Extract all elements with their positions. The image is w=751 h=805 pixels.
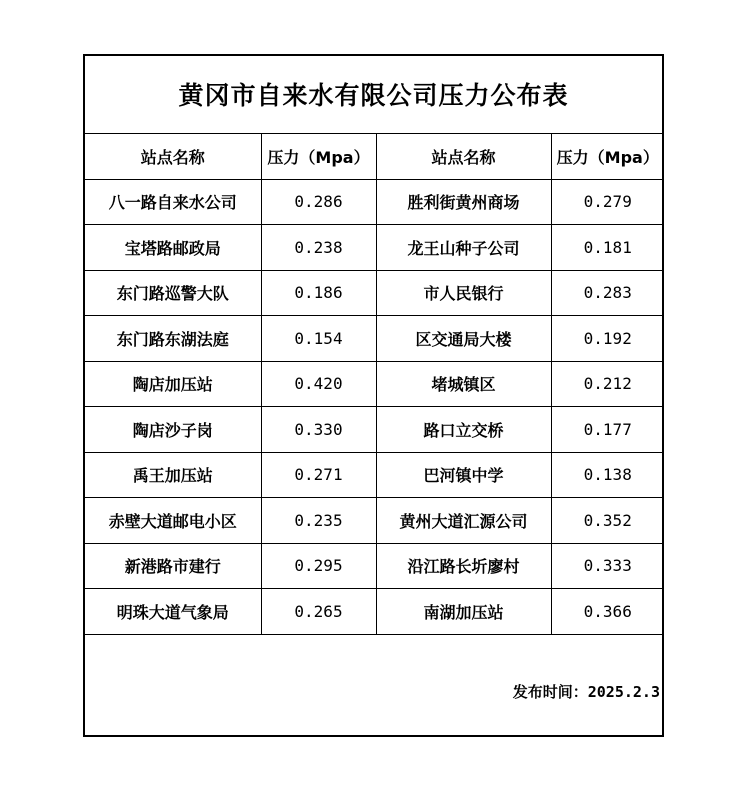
publish-label: 发布时间： xyxy=(512,683,588,701)
header-pressure-left: 压力（Mpa） xyxy=(261,134,376,180)
table-row xyxy=(85,270,664,316)
right-pressure-cell: 0.352 xyxy=(551,498,664,544)
table-row xyxy=(85,589,664,635)
right-pressure-cell: 0.138 xyxy=(551,452,664,498)
publish-date: 2025.2.3 xyxy=(587,683,660,701)
left-station-cell: 新港路市建行 xyxy=(85,543,261,589)
table-header-row xyxy=(85,134,664,180)
right-pressure-cell: 0.283 xyxy=(551,270,664,316)
page-title: 黄冈市自来水有限公司压力公布表 xyxy=(178,81,569,110)
left-station-cell: 宝塔路邮政局 xyxy=(85,225,261,271)
right-pressure-cell: 0.333 xyxy=(551,543,664,589)
right-station-cell: 龙王山种子公司 xyxy=(376,225,551,271)
right-station-cell: 市人民银行 xyxy=(376,270,551,316)
left-station-cell: 陶店加压站 xyxy=(85,361,261,407)
left-pressure-cell: 0.238 xyxy=(261,225,376,271)
table-row xyxy=(85,361,664,407)
left-station-cell: 东门路巡警大队 xyxy=(85,270,261,316)
right-pressure-cell: 0.212 xyxy=(551,361,664,407)
table-row xyxy=(85,452,664,498)
right-station-cell: 巴河镇中学 xyxy=(376,452,551,498)
header-station-left: 站点名称 xyxy=(85,134,261,180)
right-station-cell: 黄州大道汇源公司 xyxy=(376,498,551,544)
left-station-cell: 禹王加压站 xyxy=(85,452,261,498)
left-pressure-cell: 0.286 xyxy=(261,179,376,225)
table-row xyxy=(85,543,664,589)
right-station-cell: 区交通局大楼 xyxy=(376,316,551,362)
left-station-cell: 八一路自来水公司 xyxy=(85,179,261,225)
left-pressure-cell: 0.186 xyxy=(261,270,376,316)
right-station-cell: 路口立交桥 xyxy=(376,407,551,453)
left-pressure-cell: 0.271 xyxy=(261,452,376,498)
left-station-cell: 东门路东湖法庭 xyxy=(85,316,261,362)
pressure-table-sheet xyxy=(83,54,664,737)
right-station-cell: 堵城镇区 xyxy=(376,361,551,407)
left-pressure-cell: 0.235 xyxy=(261,498,376,544)
right-pressure-cell: 0.366 xyxy=(551,589,664,635)
right-station-cell: 沿江路长圻廖村 xyxy=(376,543,551,589)
right-pressure-cell: 0.192 xyxy=(551,316,664,362)
header-station-right: 站点名称 xyxy=(376,134,551,180)
left-station-cell: 赤壁大道邮电小区 xyxy=(85,498,261,544)
right-station-cell: 胜利街黄州商场 xyxy=(376,179,551,225)
left-station-cell: 陶店沙子岗 xyxy=(85,407,261,453)
left-pressure-cell: 0.154 xyxy=(261,316,376,362)
table-row xyxy=(85,225,664,271)
pressure-table xyxy=(85,133,664,635)
left-pressure-cell: 0.295 xyxy=(261,543,376,589)
right-pressure-cell: 0.177 xyxy=(551,407,664,453)
right-pressure-cell: 0.181 xyxy=(551,225,664,271)
left-pressure-cell: 0.265 xyxy=(261,589,376,635)
publish-time xyxy=(513,681,660,702)
table-row xyxy=(85,316,664,362)
header-pressure-right: 压力（Mpa） xyxy=(551,134,664,180)
left-pressure-cell: 0.420 xyxy=(261,361,376,407)
table-row xyxy=(85,407,664,453)
table-row xyxy=(85,498,664,544)
right-pressure-cell: 0.279 xyxy=(551,179,664,225)
right-station-cell: 南湖加压站 xyxy=(376,589,551,635)
table-row xyxy=(85,179,664,225)
left-station-cell: 明珠大道气象局 xyxy=(85,589,261,635)
left-pressure-cell: 0.330 xyxy=(261,407,376,453)
